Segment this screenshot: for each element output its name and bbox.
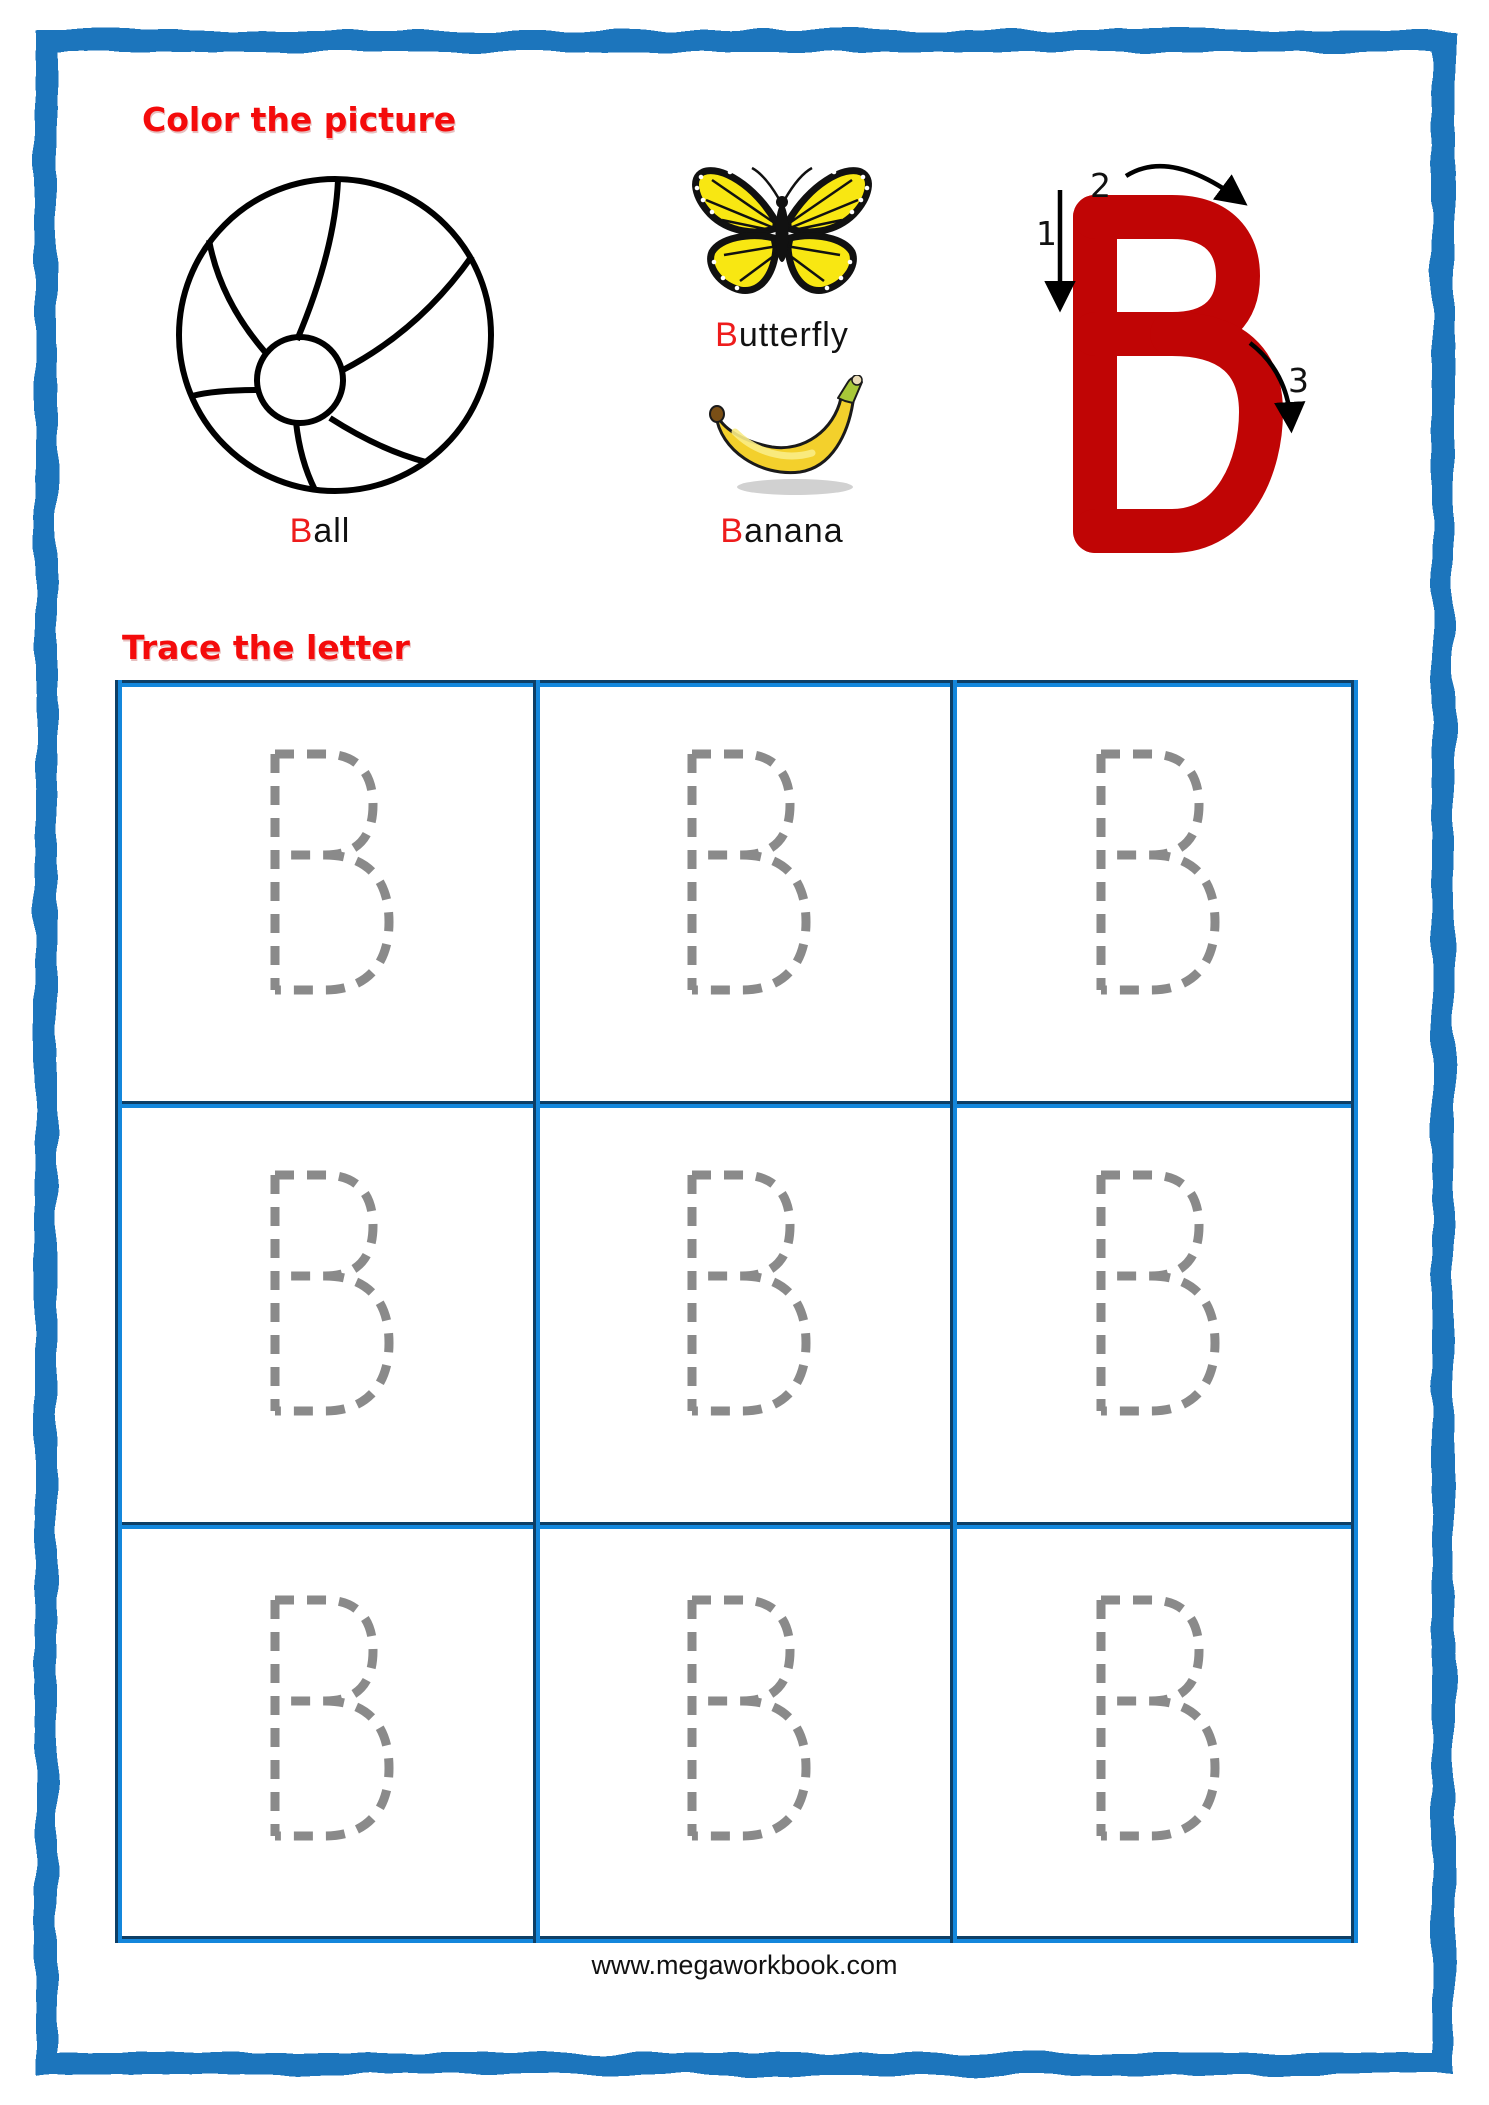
trace-cell	[540, 1529, 950, 1936]
beach-ball-image	[175, 170, 497, 500]
color-the-picture-heading: Color the picture	[142, 100, 457, 139]
ball-label	[170, 512, 470, 551]
butterfly-image	[690, 155, 880, 305]
stroke-number-3: 3	[1288, 361, 1309, 400]
grid-line	[115, 1522, 1358, 1529]
trace-letter-b	[253, 1163, 403, 1423]
trace-cell	[957, 1529, 1351, 1936]
grid-line	[950, 680, 957, 1943]
trace-cell	[540, 1108, 950, 1522]
trace-cell	[122, 687, 533, 1101]
butterfly-label-initial: B	[715, 316, 739, 354]
grid-line	[115, 1101, 1358, 1108]
trace-the-letter-heading: Trace the letter	[122, 628, 410, 667]
website-footer: www.megaworkbook.com	[591, 1950, 898, 1980]
banana-label-rest: anana	[744, 512, 844, 550]
stroke-arrow-2	[1126, 166, 1240, 200]
grid-line	[115, 680, 122, 1943]
trace-letter-b	[670, 1163, 820, 1423]
stroke-number-1: 1	[1036, 214, 1057, 253]
grid-line	[533, 680, 540, 1943]
trace-cell	[957, 1108, 1351, 1522]
trace-letter-b	[1079, 742, 1229, 1002]
banana-label-initial: B	[720, 512, 745, 550]
trace-cell	[957, 687, 1351, 1101]
trace-letter-b	[670, 742, 820, 1002]
ball-label-rest: all	[313, 512, 351, 550]
letter-b-glyph	[1095, 217, 1261, 531]
banana-label	[632, 512, 932, 551]
butterfly-label	[632, 316, 932, 355]
trace-cell	[122, 1529, 533, 1936]
grid-line	[115, 1936, 1358, 1943]
trace-cell	[540, 687, 950, 1101]
ball-label-initial: B	[289, 512, 314, 550]
trace-grid	[115, 680, 1358, 1943]
trace-cell	[122, 1108, 533, 1522]
grid-line	[115, 680, 1358, 687]
grid-line	[1351, 680, 1358, 1943]
trace-letter-b	[253, 1588, 403, 1848]
trace-letter-b	[670, 1588, 820, 1848]
stroke-number-2: 2	[1090, 166, 1111, 205]
trace-letter-b	[253, 742, 403, 1002]
butterfly-label-rest: utterfly	[738, 316, 849, 354]
trace-letter-b	[1079, 1588, 1229, 1848]
trace-letter-b	[1079, 1163, 1229, 1423]
banana-image	[695, 375, 870, 505]
letter-b-stroke-guide	[1020, 150, 1340, 580]
